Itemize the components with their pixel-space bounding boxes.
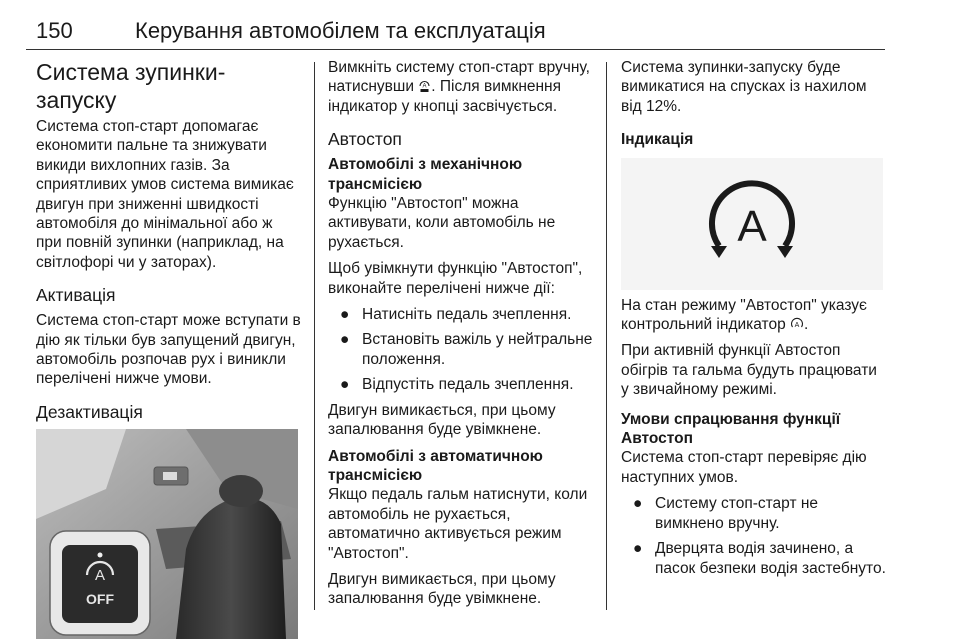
manual-transmission-heading: Автомобілі з механічною трансмісією: [328, 156, 523, 193]
stop-start-button-photo: [36, 429, 298, 639]
activation-paragraph: Система стоп-старт може вступати в дію як тільки був запущений двигун, автомобіль розпочав рух і виникли перелічені нижче умови.: [36, 312, 301, 388]
conditions-heading: Умови спрацювання функції Автостоп: [621, 410, 841, 448]
indicator-paragraph: [621, 296, 889, 335]
slope-paragraph: Система зупинки-запуску буде вимикатися на спусках із нахилом від 12%.: [621, 59, 867, 115]
indicator-text-2: .: [804, 316, 809, 334]
list-item: [621, 539, 889, 578]
deactivation-heading: Дезактивація: [36, 401, 143, 422]
indicator-illustration: [621, 158, 883, 290]
bullet: ●: [340, 306, 350, 324]
autostop-small-indicator-icon: [790, 317, 804, 331]
page-number: 150: [36, 18, 73, 43]
section-title: Система зупинки-запуску: [36, 59, 226, 113]
bullet: ●: [340, 376, 350, 394]
column-divider-2: [606, 62, 607, 610]
bullet: ●: [633, 540, 643, 558]
page-header: [26, 14, 886, 48]
column-1: [36, 58, 301, 639]
auto-text: Якщо педаль гальм натиснути, коли автомобіль не рухається, автоматично активується режим "Автостоп".: [328, 486, 588, 562]
autostop-heading: Автостоп: [328, 129, 402, 150]
autostop-indicator-icon: [697, 174, 807, 274]
list-item-text: Дверцята водія зачинено, а пасок безпеки водія застебнуто.: [655, 540, 886, 577]
auto-transmission-heading: Автомобілі з автоматичною трансмісією: [328, 447, 543, 484]
conditions-intro: Система стоп-старт перевіряє дію наступних умов.: [621, 449, 867, 486]
indication-heading: Індикація: [621, 131, 694, 149]
indicator-text-1: На стан режиму "Автостоп" указує контрольний індикатор: [621, 296, 867, 334]
svg-text:A: A: [94, 566, 106, 584]
list-item: [328, 375, 600, 394]
column-divider-1: [314, 62, 315, 610]
list-item: [328, 305, 600, 324]
header-rule: [26, 49, 885, 50]
column-3: [621, 58, 889, 584]
auto-result: Двигун вимикається, при цьому запалювання буде увімкнене.: [328, 570, 556, 608]
manual-steps-list: [328, 305, 600, 395]
manual-off-paragraph: [328, 58, 600, 116]
column-2: [328, 58, 600, 616]
list-item-text: Систему стоп-старт не вимкнено вручну.: [655, 495, 819, 532]
list-item: [328, 330, 600, 369]
manual-off-text-2: . Після вимкнення індикатор у кнопці засвічується.: [328, 78, 562, 115]
conditions-list: [621, 494, 889, 578]
indicator-letter: A: [737, 201, 767, 251]
list-item-text: Натисніть педаль зчеплення.: [362, 306, 572, 324]
list-item-text: Відпустіть педаль зчеплення.: [362, 376, 574, 394]
svg-text:A: A: [422, 83, 427, 90]
list-item: [621, 494, 889, 533]
manual-off-text-1: Вимкніть систему стоп-старт вручну, натиснувши: [328, 59, 590, 96]
manual-instruction: Щоб увімкнути функцію "Автостоп", виконайте перелічені нижче дії:: [328, 260, 583, 297]
off-label: OFF: [86, 590, 114, 607]
manual-result: Двигун вимикається, при цьому запалювання буде увімкнене.: [328, 401, 556, 439]
bullet: ●: [633, 495, 643, 513]
active-paragraph: При активній функції Автостоп обігрів та гальма будуть працювати у звичайному режимі.: [621, 342, 877, 399]
autostop-off-button-icon: [418, 78, 431, 93]
activation-heading: Активація: [36, 285, 116, 306]
bullet: ●: [340, 331, 350, 349]
manual-text: Функцію "Автостоп" можна активувати, коли автомобіль не рухається.: [328, 195, 556, 251]
chapter-title: Керування автомобілем та експлуатація: [135, 18, 546, 43]
list-item-text: Встановіть важіль у нейтральне положення.: [362, 331, 593, 368]
svg-text:A: A: [794, 322, 800, 330]
intro-paragraph: Система стоп-старт допомагає економити пальне та знижувати викиди вихлопних газів. За сприятливих умов система вимикає двигун при зниженні швидкості автомобіля до мінімальної або ж при повній зупинки (наприклад, на світлофорі чи у заторах).: [36, 118, 294, 271]
